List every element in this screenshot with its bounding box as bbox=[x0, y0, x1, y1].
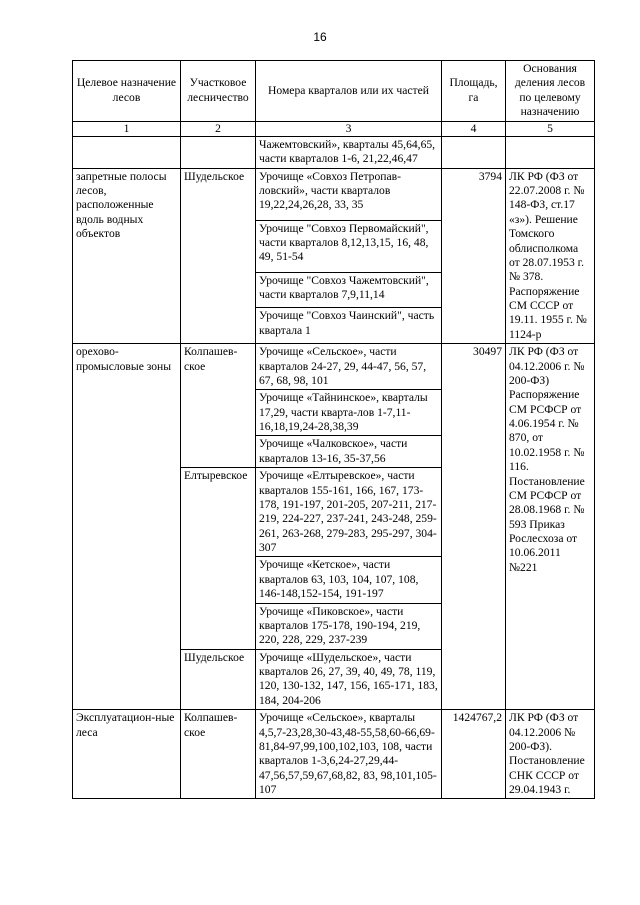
continuation-cell: Чажемтовский», кварталы 45,64,65, части кварталов 1-6, 21,22,46,47 bbox=[256, 136, 442, 168]
table-row-continuation bbox=[73, 136, 595, 168]
forestry-cell: Шудельское bbox=[181, 649, 256, 710]
table-header-row bbox=[73, 61, 595, 122]
forestry-cell: Колпашев-ское bbox=[181, 710, 256, 799]
tract-cell: Урочище «Сельское», части кварталов 24-27, 29, 44-47, 56, 57, 67, 68, 98, 101 bbox=[256, 344, 442, 390]
tract-cell: Урочище «Кетское», части кварталов 63, 103, 104, 107, 108, 146-148,152-154, 191-197 bbox=[256, 557, 442, 603]
tract-cell: Урочище «Сельское», кварталы 4,5,7-23,28,30-43,48-55,58,60-66,69-81,84-97,99,100,102,103, 108, части кварталов 1-3,6,24-27,29,44-47,56,57,59,67,68,82, 83, 98,101,105-107 bbox=[256, 710, 442, 799]
purpose-cell: Эксплуатацион-ные леса bbox=[73, 710, 181, 799]
basis-cell: ЛК РФ (ФЗ от 04.12.2006 г. № 200-ФЗ) Распоряжение СМ РСФСР от 4.06.1954 г. № 870, от 10.02.1958 г. № 116. Постановление СМ РСФСР от 28.08.1968 г. № 593 Приказ Рослесхоза от 10.06.2011 №221 bbox=[506, 344, 595, 710]
header-purpose: Целевое назначение лесов bbox=[73, 61, 181, 122]
table-row bbox=[73, 344, 595, 390]
tract-cell: Урочище "Совхоз Чажемтовский", части кварталов 7,9,11,14 bbox=[256, 272, 442, 308]
header-area: Площадь, га bbox=[442, 61, 506, 122]
tract-cell: Урочище «Совхоз Петропав-ловский», части кварталов 19,22,24,26,28, 33, 35 bbox=[256, 168, 442, 220]
header-quarters: Номера кварталов или их частей bbox=[256, 61, 442, 122]
forestry-cell: Елтыревское bbox=[181, 468, 256, 650]
column-number: 1 bbox=[73, 121, 181, 136]
purpose-cell: орехово-промысловые зоны bbox=[73, 344, 181, 710]
area-cell: 30497 bbox=[442, 344, 506, 710]
empty-cell bbox=[506, 136, 595, 168]
empty-cell bbox=[442, 136, 506, 168]
column-number: 5 bbox=[506, 121, 595, 136]
table-row bbox=[73, 168, 595, 220]
empty-cell bbox=[73, 136, 181, 168]
forest-purpose-table bbox=[72, 60, 595, 799]
area-cell: 1424767,2 bbox=[442, 710, 506, 799]
forestry-cell: Шудельское bbox=[181, 168, 256, 344]
column-number: 3 bbox=[256, 121, 442, 136]
tract-cell: Урочище «Шудельское», части кварталов 26, 27, 39, 40, 49, 78, 119, 120, 130-132, 147, 156, 165-171, 183, 184, 204-206 bbox=[256, 649, 442, 710]
column-number: 2 bbox=[181, 121, 256, 136]
tract-cell: Урочище «Пиковское», части кварталов 175-178, 190-194, 219, 220, 228, 229, 237-239 bbox=[256, 603, 442, 649]
table-row bbox=[73, 710, 595, 799]
tract-cell: Урочище "Совхоз Чаинский", часть квартала 1 bbox=[256, 308, 442, 344]
tract-cell: Урочище «Тайнинское», кварталы 17,29, части кварта-лов 1-7,11-16,18,19,24-28,38,39 bbox=[256, 390, 442, 436]
tract-cell: Урочище «Елтыревское», части кварталов 155-161, 166, 167, 173-178, 191-197, 201-205, 207-211, 217-219, 224-227, 237-241, 243-248, 259-261, 263-268, 279-283, 295-297, 304-307 bbox=[256, 468, 442, 557]
basis-cell: ЛК РФ (ФЗ от 22.07.2008 г. № 148-ФЗ, ст.17 «з»). Решение Томского облисполкома от 28.07.1953 г. № 378. Распоряжение СМ СССР от 19.11. 1955 г. № 1124-р bbox=[506, 168, 595, 344]
header-basis: Основания деления лесов по целевому назначению bbox=[506, 61, 595, 122]
column-number: 4 bbox=[442, 121, 506, 136]
tract-cell: Урочище «Чалковское», части кварталов 13-16, 35-37,56 bbox=[256, 436, 442, 468]
basis-cell: ЛК РФ (ФЗ от 04.12.2006 № 200-ФЗ). Постановление СНК СССР от 29.04.1943 г. bbox=[506, 710, 595, 799]
tract-cell: Урочище "Совхоз Первомайский", части кварталов 8,12,13,15, 16, 48, 49, 51-54 bbox=[256, 220, 442, 272]
forestry-cell: Колпашев-ское bbox=[181, 344, 256, 468]
purpose-cell: запретные полосы лесов, расположенные вдоль водных объектов bbox=[73, 168, 181, 344]
page-number: 16 bbox=[313, 30, 327, 44]
area-cell: 3794 bbox=[442, 168, 506, 344]
header-forestry: Участковое лесничество bbox=[181, 61, 256, 122]
empty-cell bbox=[181, 136, 256, 168]
column-number-row bbox=[73, 121, 595, 136]
